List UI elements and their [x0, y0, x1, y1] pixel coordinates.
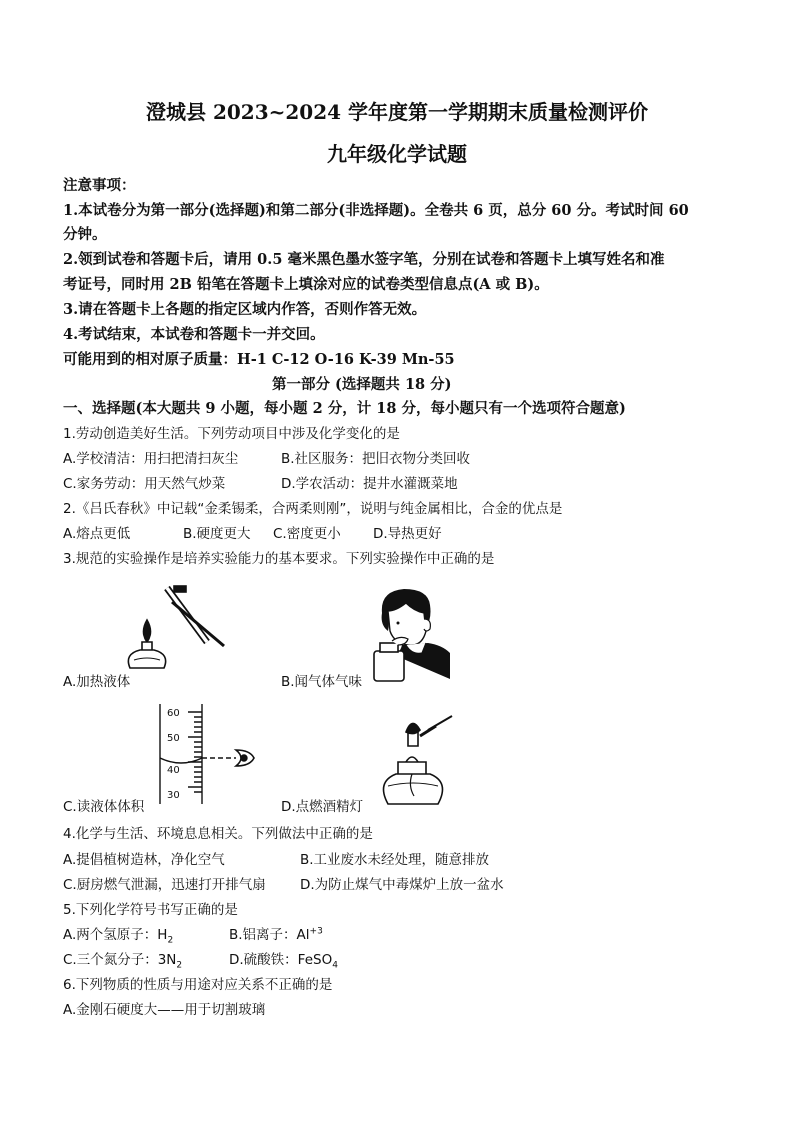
q2-stem: 2.《吕氏春秋》中记载“金柔锡柔，合两柔则刚”，说明与纯金属相比，合金的优点是 — [63, 501, 563, 517]
note-1-line-2: 分钟。 — [63, 226, 107, 243]
tick-label-60: 60 — [167, 708, 180, 719]
q5-option-a — [63, 923, 173, 946]
q2-option-c: C.密度更小 — [273, 526, 341, 542]
note-2-line-1: 2.领到试卷和答题卡后，请用 0.5 毫米黑色墨水签字笔，分别在试卷和答题卡上填写姓名和准 — [63, 251, 665, 268]
lighting-lamp-figure — [368, 712, 468, 810]
exam-title: 澄城县 2023~2024 学年度第一学期期末质量检测评价 — [145, 100, 648, 124]
exam-subtitle: 九年级化学试题 — [327, 142, 467, 166]
heating-liquid-figure — [112, 580, 242, 672]
section-heading: 一、选择题(本大题共 9 小题，每小题 2 分，计 18 分，每小题只有一个选项符合题意) — [63, 400, 626, 417]
q3-option-a: A.加热液体 — [63, 674, 131, 690]
q5-option-d — [229, 948, 338, 971]
q5-b-sup: +3 — [309, 926, 323, 937]
q4-option-a: A.提倡植树造林，净化空气 — [63, 852, 225, 868]
q4-option-b: B.工业废水未经处理，随意排放 — [300, 852, 490, 868]
q5-option-c — [63, 948, 182, 971]
part1-heading: 第一部分 (选择题共 18 分) — [272, 376, 452, 393]
q5-a-sub: 2 — [167, 935, 174, 946]
smelling-gas-figure — [370, 583, 452, 683]
q5-d-text: D.硫酸铁：FeSO — [229, 952, 333, 968]
q2-option-d: D.导热更好 — [373, 526, 442, 542]
q5-stem: 5.下列化学符号书写正确的是 — [63, 902, 238, 918]
q3-option-d: D.点燃酒精灯 — [281, 799, 364, 815]
q2-option-b: B.硬度更大 — [183, 526, 251, 542]
q5-option-b — [229, 923, 323, 943]
note-3: 3.请在答题卡上各题的指定区域内作答，否则作答无效。 — [63, 301, 427, 318]
q1-stem: 1.劳动创造美好生活。下列劳动项目中涉及化学变化的是 — [63, 426, 400, 442]
q6-option-a: A.金刚石硬度大——用于切割玻璃 — [63, 1002, 266, 1018]
q4-option-c: C.厨房燃气泄漏，迅速打开排气扇 — [63, 877, 266, 893]
notes-heading: 注意事项： — [63, 177, 136, 194]
q3-stem: 3.规范的实验操作是培养实验能力的基本要求。下列实验操作中正确的是 — [63, 551, 495, 567]
q5-c-sub: 2 — [176, 960, 183, 971]
tick-label-40: 40 — [167, 765, 180, 776]
note-2-line-2: 考证号，同时用 2B 铅笔在答题卡上填涂对应的试卷类型信息点(A 或 B)。 — [63, 276, 549, 293]
q4-stem: 4.化学与生活、环境息息相关。下列做法中正确的是 — [63, 826, 373, 842]
note-1-line-1: 1.本试卷分为第一部分(选择题)和第二部分(非选择题)。全卷共 6 页，总分 60 分。考试时间 60 — [63, 202, 689, 219]
q5-a-text: A.两个氢原子：H — [63, 927, 168, 943]
q1-option-b: B.社区服务：把旧衣物分类回收 — [281, 451, 471, 467]
q4-option-d: D.为防止煤气中毒煤炉上放一盆水 — [300, 877, 504, 893]
tick-label-50: 50 — [167, 733, 180, 744]
measuring-cylinder-figure — [150, 700, 270, 810]
q1-option-d: D.学农活动：提井水灌溉菜地 — [281, 476, 458, 492]
atomic-masses: 可能用到的相对原子质量：H-1 C-12 O-16 K-39 Mn-55 — [63, 351, 455, 368]
q2-option-a: A.熔点更低 — [63, 526, 131, 542]
q5-d-sub: 4 — [332, 960, 338, 971]
q1-option-c: C.家务劳动：用天然气炒菜 — [63, 476, 226, 492]
q3-option-c: C.读液体体积 — [63, 799, 145, 815]
q6-stem: 6.下列物质的性质与用途对应关系不正确的是 — [63, 977, 333, 993]
q5-c-text: C.三个氮分子：3N — [63, 952, 177, 968]
q3-option-b: B.闻气体气味 — [281, 674, 363, 690]
tick-label-30: 30 — [167, 790, 180, 801]
note-4: 4.考试结束，本试卷和答题卡一并交回。 — [63, 326, 325, 343]
q5-b-text: B.铝离子：Al — [229, 927, 310, 943]
q1-option-a: A.学校清洁：用扫把清扫灰尘 — [63, 451, 239, 467]
